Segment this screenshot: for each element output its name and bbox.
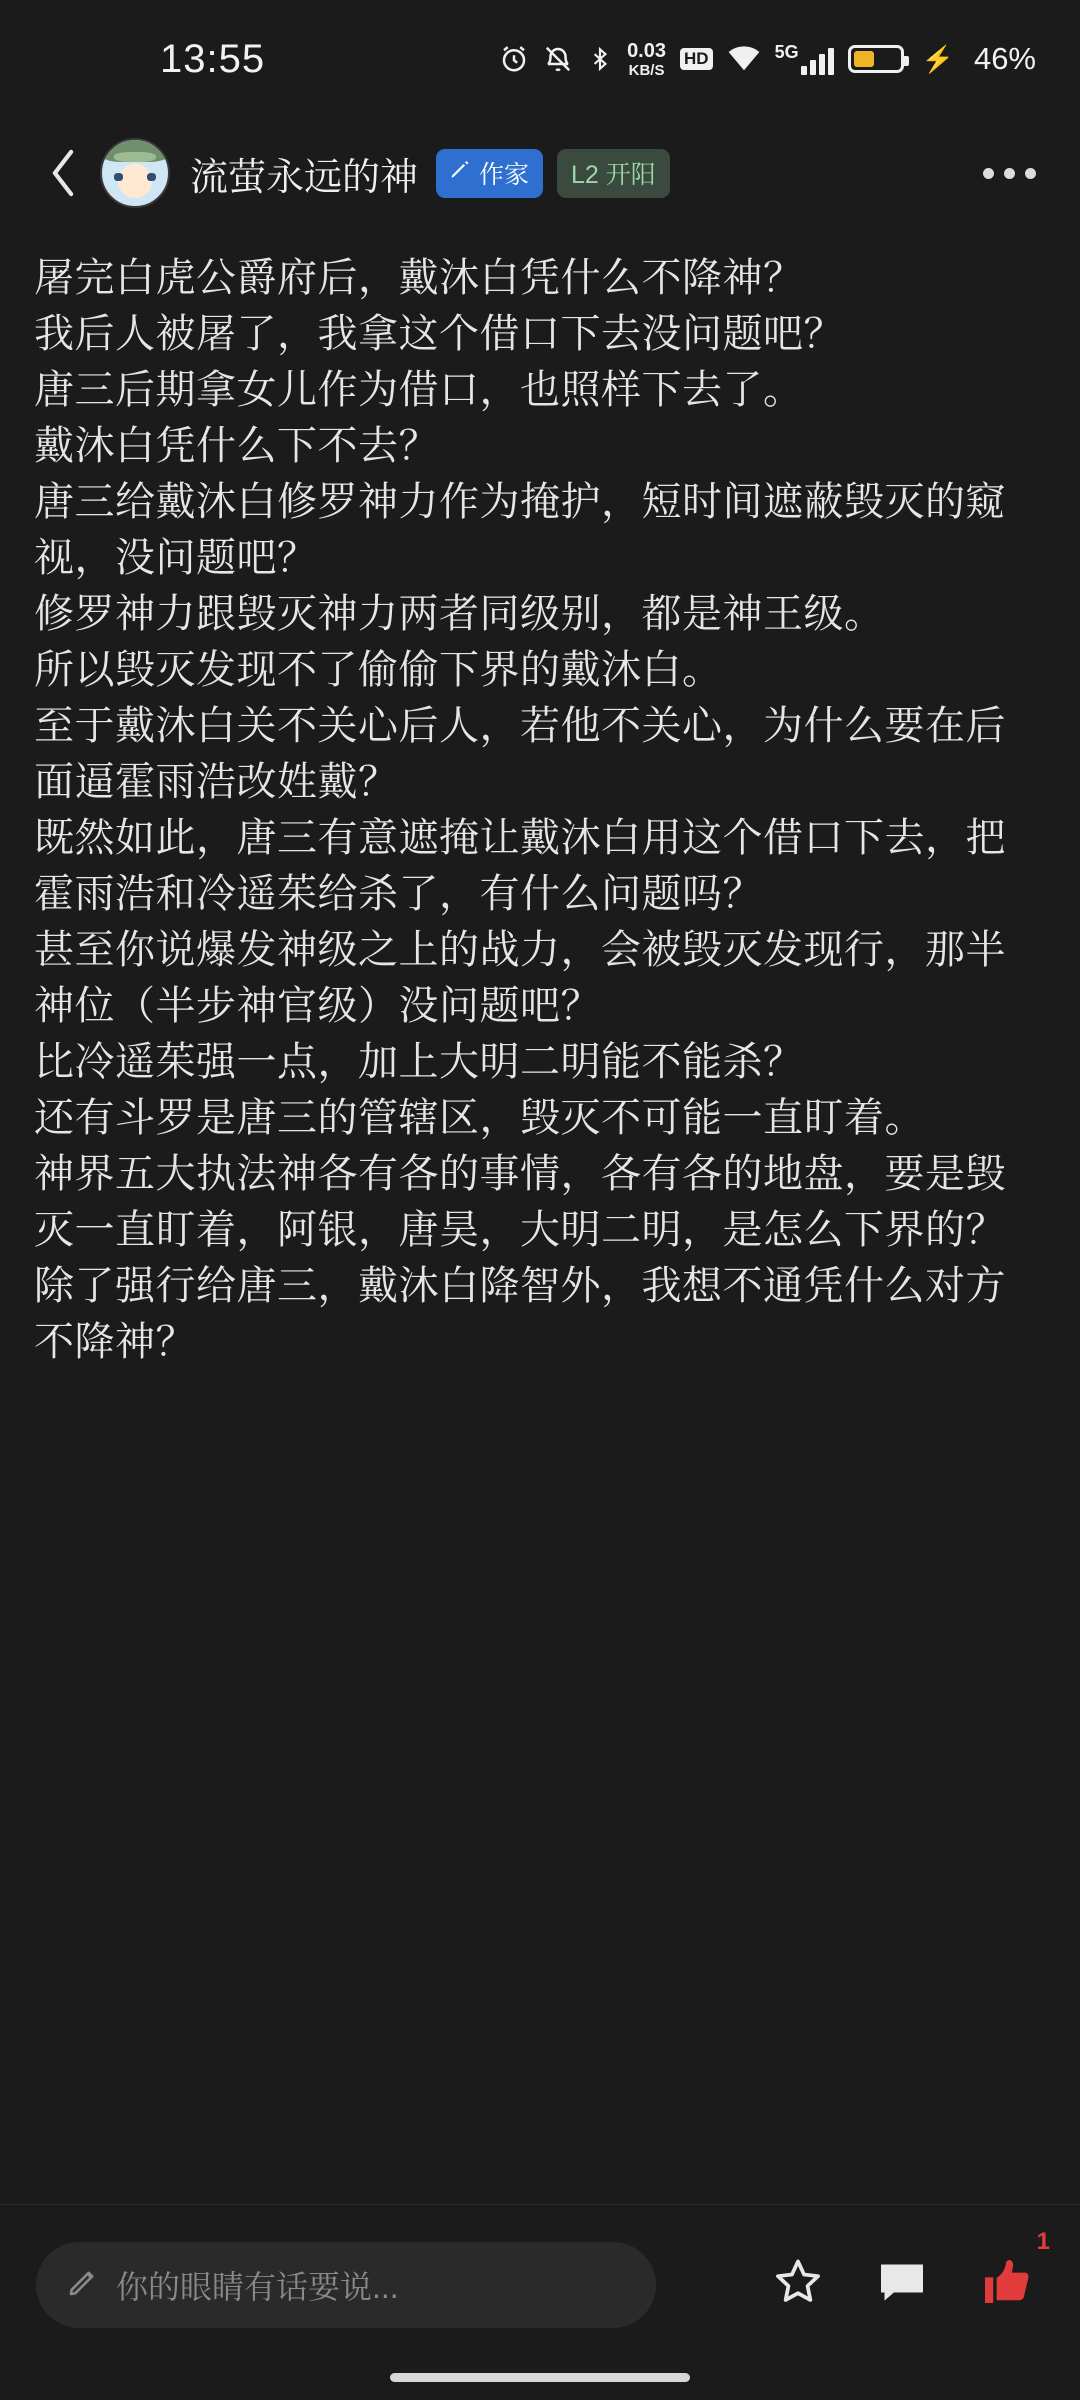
app-header xyxy=(0,118,1080,228)
pen-icon xyxy=(448,157,472,188)
avatar[interactable] xyxy=(100,138,170,208)
bottom-action-bar xyxy=(0,2204,1080,2400)
post-paragraph: 唐三后期拿女儿作为借口，也照样下去了。 xyxy=(34,367,804,412)
comment-input-placeholder: 你的眼睛有话要说... xyxy=(116,2268,399,2305)
network-speed-indicator xyxy=(627,41,666,78)
mute-icon xyxy=(543,44,573,74)
status-time: 13:55 xyxy=(160,36,266,81)
username[interactable]: 流萤永远的神 xyxy=(190,156,419,199)
post-content[interactable] xyxy=(0,228,1080,2204)
status-icon-group xyxy=(499,41,1036,78)
comment-button[interactable] xyxy=(874,2254,930,2315)
post-paragraph: 所以毁灭发现不了偷偷下界的戴沐白。 xyxy=(34,647,723,692)
comment-input[interactable] xyxy=(36,2242,656,2328)
action-icons xyxy=(770,2228,1050,2315)
post-paragraph: 唐三给戴沐白修罗神力作为掩护，短时间遮蔽毁灭的窥视，没问题吧？ xyxy=(34,479,1006,580)
post-paragraph: 比冷遥茱强一点，加上大明二明能不能杀？ xyxy=(34,1039,804,1084)
more-dots-icon[interactable] xyxy=(983,168,1036,179)
hd-icon: HD xyxy=(680,48,713,70)
network-speed-value: 0.03 xyxy=(627,39,666,62)
home-indicator xyxy=(390,2373,690,2382)
star-button[interactable] xyxy=(770,2254,826,2315)
post-paragraph: 既然如此，唐三有意遮掩让戴沐白用这个借口下去，把霍雨浩和冷遥茱给杀了，有什么问题吗？ xyxy=(34,815,1006,916)
network-speed-unit: KB/S xyxy=(628,61,665,79)
post-paragraph: 我后人被屠了，我拿这个借口下去没问题吧？ xyxy=(34,311,844,356)
wifi-icon xyxy=(727,45,761,73)
charging-icon: ⚡ xyxy=(921,43,954,74)
like-button[interactable] xyxy=(978,2228,1050,2315)
post-paragraph: 屠完白虎公爵府后，戴沐白凭什么不降神？ xyxy=(34,255,804,300)
pencil-icon xyxy=(66,2265,100,2304)
status-badge-level: L2 开阳 xyxy=(557,149,670,198)
like-count-badge: 1 xyxy=(1036,2228,1050,2255)
post-paragraph: 甚至你说爆发神级之上的战力，会被毁灭发现行，那半神位（半步神官级）没问题吧？ xyxy=(34,927,1006,1028)
status-badge-author xyxy=(436,149,543,198)
star-icon xyxy=(770,2254,826,2315)
status-bar xyxy=(0,0,1080,118)
battery-icon xyxy=(848,45,904,73)
post-paragraph: 还有斗罗是唐三的管辖区，毁灭不可能一直盯着。 xyxy=(34,1095,925,1140)
thumbs-up-icon xyxy=(978,2254,1034,2315)
bluetooth-icon xyxy=(587,44,613,74)
post-paragraph: 至于戴沐白关不关心后人，若他不关心，为什么要在后面逼霍雨浩改姓戴？ xyxy=(34,703,1006,804)
comment-icon xyxy=(874,2254,930,2315)
post-paragraph: 神界五大执法神各有各的事情，各有各的地盘，要是毁灭一直盯着，阿银，唐昊，大明二明，是怎么下界的？ xyxy=(34,1151,1006,1252)
post-paragraph: 除了强行给唐三，戴沐白降智外，我想不通凭什么对方不降神？ xyxy=(34,1263,1006,1364)
battery-percent: 46% xyxy=(973,41,1036,76)
back-button[interactable] xyxy=(34,144,92,202)
network-type-label: 5G xyxy=(774,42,799,62)
signal-icon xyxy=(775,43,834,75)
signal-bars xyxy=(801,49,834,75)
post-paragraph: 修罗神力跟毁灭神力两者同级别，都是神王级。 xyxy=(34,591,885,636)
author-tag-label: 作家 xyxy=(479,160,530,189)
post-paragraph: 戴沐白凭什么下不去？ xyxy=(34,423,439,468)
alarm-icon xyxy=(499,44,529,74)
